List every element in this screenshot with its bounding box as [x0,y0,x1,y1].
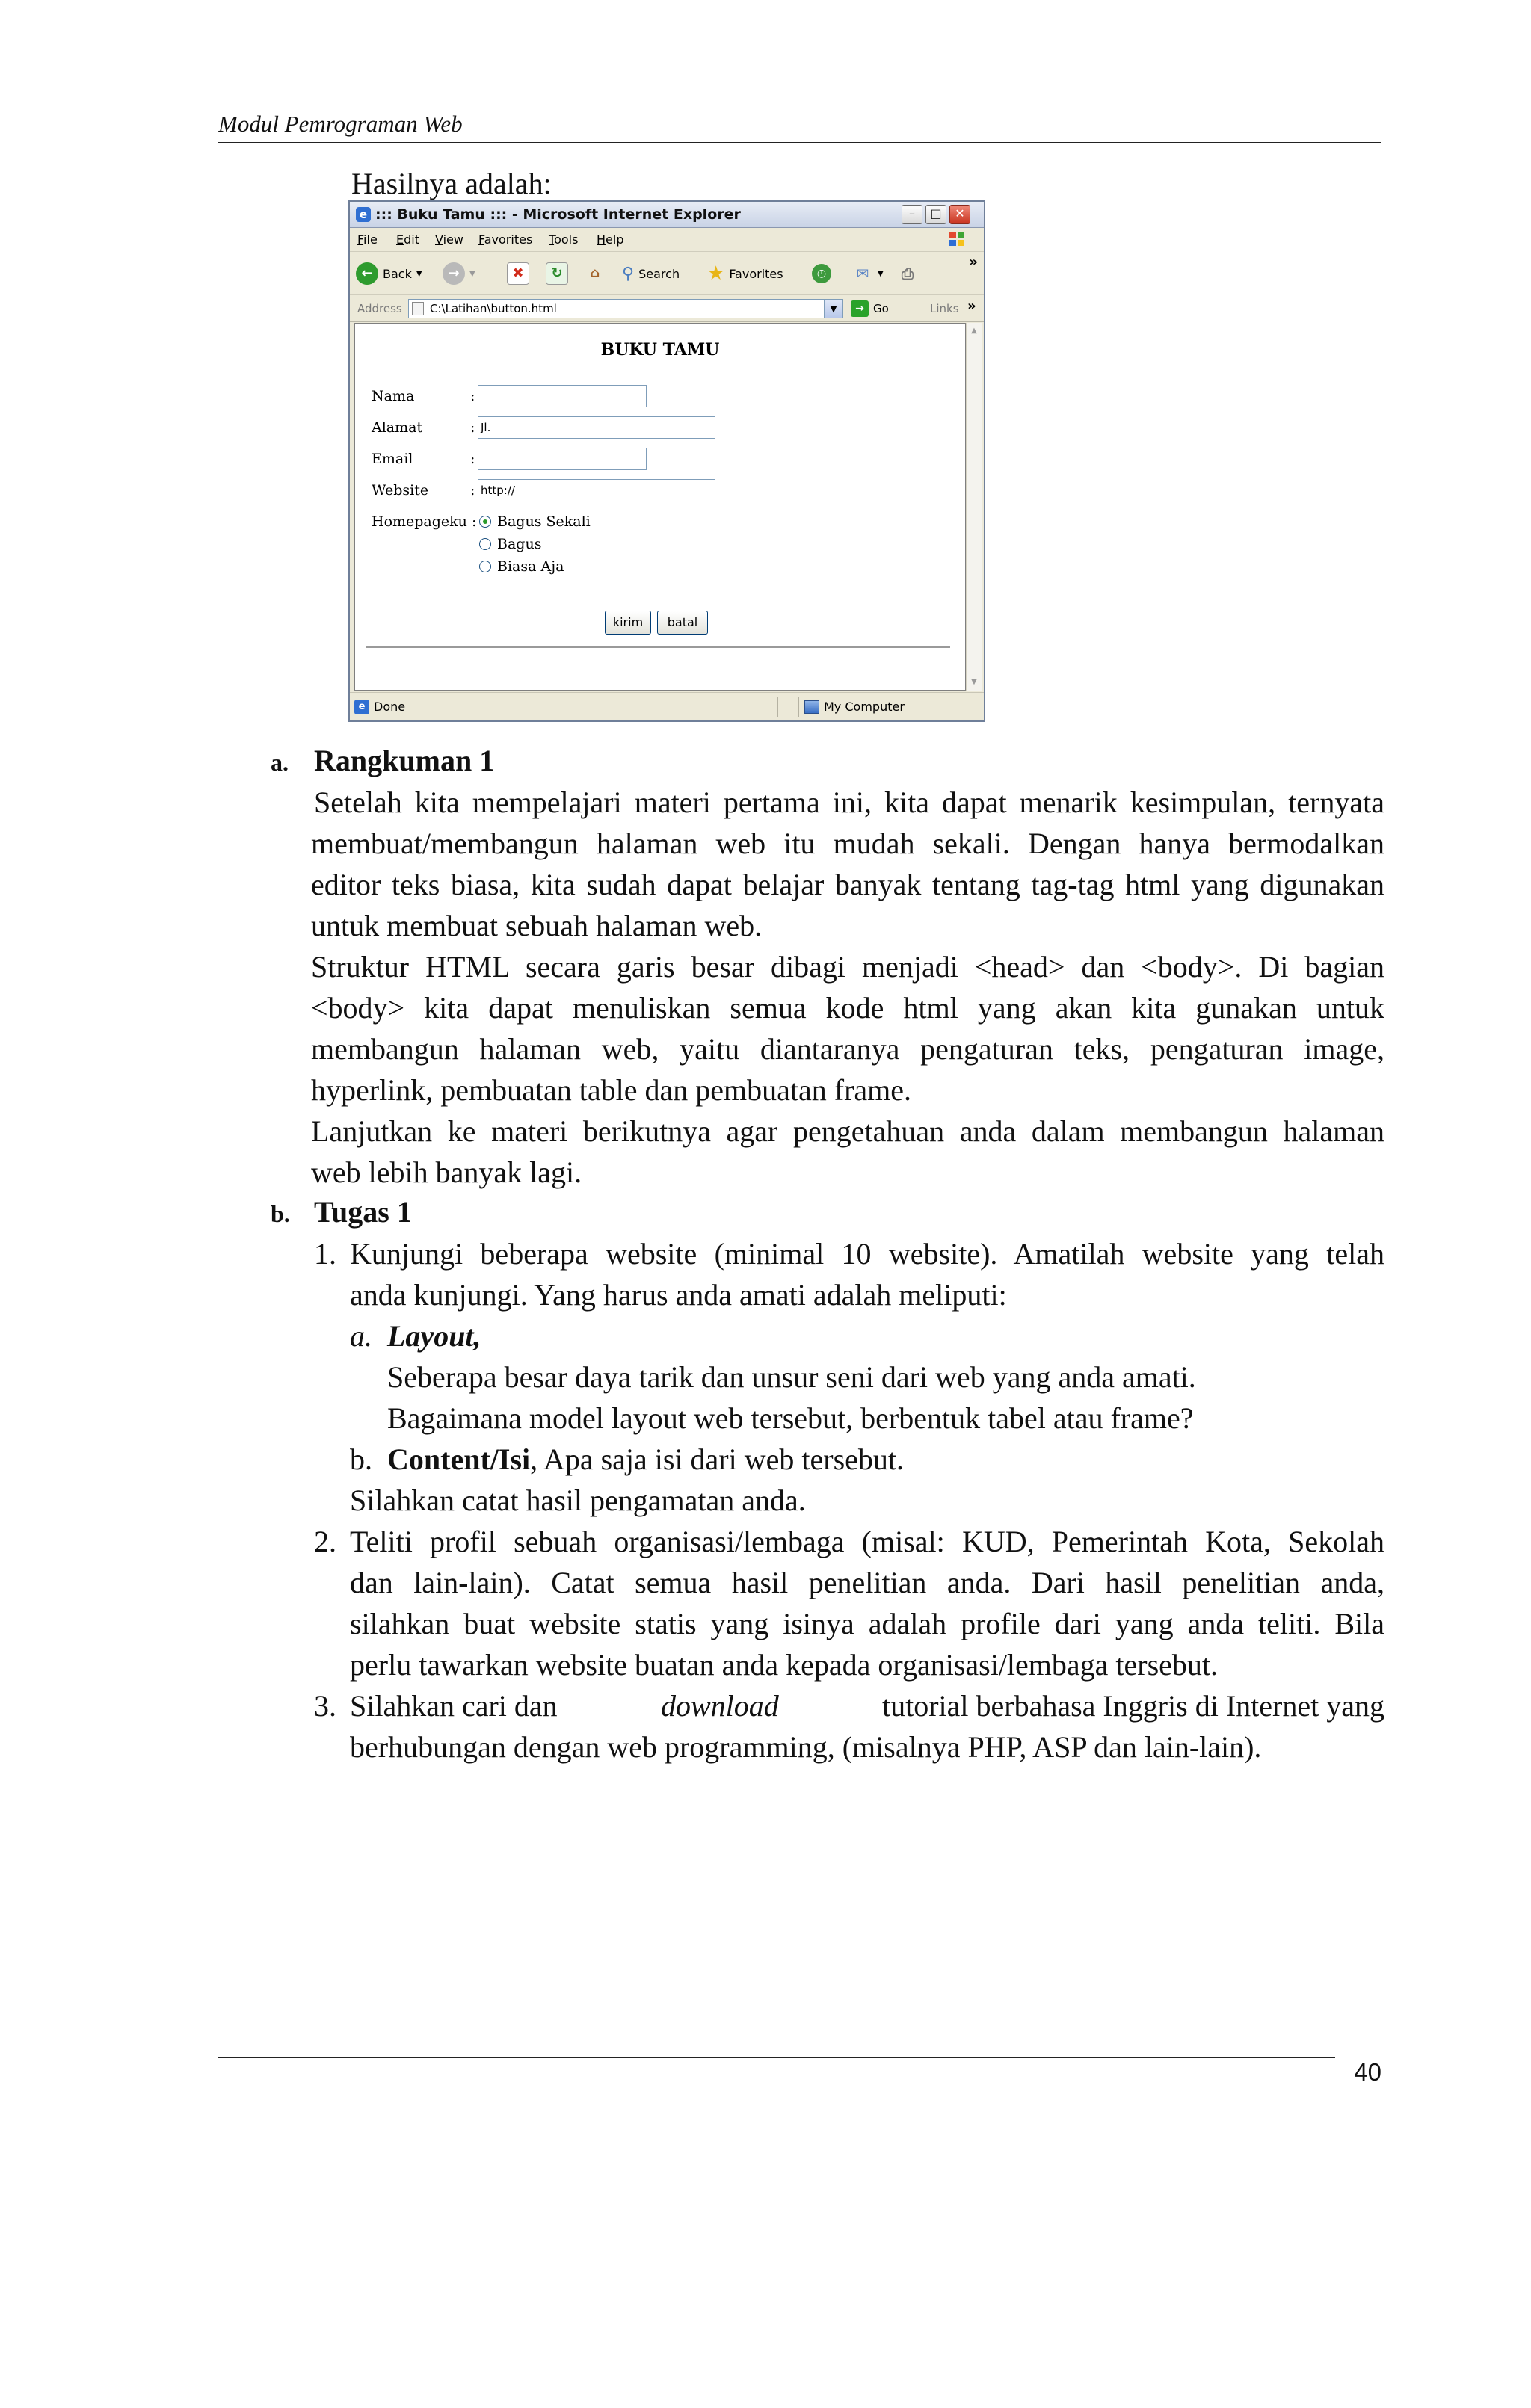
search-icon: ⚲ [622,264,635,283]
field-colon: : [470,419,475,436]
mail-button[interactable] [852,262,884,285]
history-icon: ◷ [812,264,831,283]
ie-icon: e [356,207,371,222]
menu-help[interactable]: Help [597,232,624,247]
back-label: Back [383,266,412,281]
security-zone [804,700,905,714]
forward-button[interactable] [443,262,475,285]
bullet-item [387,1401,1193,1436]
tugas-item-3-line [350,1688,1384,1724]
sub-item-content-text: , Apa saja isi dari web tersebut. [530,1442,905,1476]
stop-button[interactable] [507,262,529,285]
dropdown-arrow-icon: ▼ [878,269,884,278]
rangkuman-line: editor teks biasa, kita sudah dapat belajar banyak tentang tag-tag html yang digunakan [311,868,1384,901]
rangkuman-line: web lebih banyak lagi. [311,1155,582,1189]
stop-icon: ✖ [507,262,529,285]
tugas-item-1-line: anda kunjungi. Yang harus anda amati adalah meliputi: [350,1278,1007,1312]
address-bar [350,296,984,322]
sub-item-title-layout: Layout, [387,1319,481,1353]
menu-view[interactable]: View [435,232,463,247]
page-icon [412,302,424,315]
section-title-tugas: Tugas 1 [314,1195,412,1229]
bullet-text: Seberapa besar daya tarik dan unsur seni dari web yang anda amati. [387,1360,1196,1394]
tugas-item-2-line: perlu tawarkan website buatan anda kepada organisasi/lembaga tersebut. [350,1648,1219,1682]
rangkuman-line: Lanjutkan ke materi berikutnya agar pengetahuan anda dalam membangun halaman [311,1114,1384,1148]
rangkuman-line: membangun halaman web, yaitu diantaranya pengaturan teks, pengaturan image, [311,1032,1384,1066]
refresh-button[interactable] [546,262,568,285]
tugas-item-3-text: Silahkan cari dan [350,1689,558,1723]
scroll-down-icon[interactable]: ▼ [971,678,977,686]
vertical-scrollbar[interactable] [966,323,982,691]
batal-button[interactable]: batal [657,611,708,635]
tugas-item-3-text: tutorial berbahasa Inggris di Internet yang [881,1689,1384,1723]
zone-label: My Computer [824,700,905,714]
section-title-rangkuman: Rangkuman 1 [314,744,495,777]
favorites-label: Favorites [729,266,783,281]
menu-edit[interactable]: Edit [396,232,419,247]
list-number: 1. [314,1237,336,1271]
tugas-item-3-line: berhubungan dengan web programming, (misalnya PHP, ASP dan lain-lain). [350,1730,1262,1764]
rangkuman-line: membuat/membangun halaman web itu mudah sekali. Dengan hanya bermodalkan [311,827,1384,860]
maximize-button[interactable]: □ [925,205,946,224]
mail-icon: ✉ [856,265,869,283]
search-label: Search [638,266,680,281]
alamat-input[interactable]: Jl. [478,416,715,439]
sub-item-title-content: Content/Isi [387,1442,531,1476]
section-marker: a. [271,749,289,776]
list-number: 3. [314,1689,336,1723]
back-arrow-icon: ← [356,262,378,285]
status-separator [798,697,799,717]
rangkuman-line: untuk membuat sebuah halaman web. [311,909,763,942]
links-label[interactable]: Links [930,302,959,315]
field-label-alamat: Alamat [372,419,423,436]
forward-arrow-icon: → [443,262,465,285]
radio-option-bagus[interactable] [479,536,541,552]
menu-file[interactable]: File [357,232,378,247]
rangkuman-line: <body> kita dapat menuliskan semua kode html yang akan kita gunakan untuk [311,991,1384,1025]
address-value: C:\Latihan\button.html [430,302,557,315]
status-text: Done [374,700,406,714]
favorites-button[interactable] [707,262,783,285]
list-number: 2. [314,1525,336,1558]
toolbar-overflow-chevron-icon[interactable]: » [969,254,978,270]
radio-unchecked-icon [479,538,491,550]
address-input[interactable] [408,299,843,318]
dropdown-arrow-icon: ▼ [469,269,475,278]
nama-input[interactable] [478,385,647,407]
radio-option-biasa-aja[interactable] [479,558,564,575]
menu-favorites[interactable]: Favorites [478,232,533,247]
dropdown-arrow-icon: ▼ [416,269,422,278]
page-done-icon: e [354,700,369,714]
sub-item-marker: a. [350,1319,372,1353]
tugas-item-2-line: dan lain-lain). Catat semua hasil penelitian anda. Dari hasil penelitian anda, [350,1566,1384,1599]
history-button[interactable] [812,262,831,285]
close-button[interactable]: ✕ [949,205,970,224]
back-button[interactable] [356,262,422,285]
window-title: ::: Buku Tamu ::: - Microsoft Internet Explorer [375,206,741,223]
sub-item-content [387,1442,904,1478]
page-horizontal-rule [366,646,950,648]
tugas-item-2-line: silahkan buat website statis yang isinya adalah profile dari yang anda teliti. Bila [350,1607,1384,1640]
field-colon: : [470,451,475,467]
radio-option-label: Biasa Aja [497,558,564,575]
tugas-item-1-line: Kunjungi beberapa website (minimal 10 website). Amatilah website yang telah [350,1237,1384,1271]
menu-tools[interactable]: Tools [549,232,579,247]
refresh-icon: ↻ [546,262,568,285]
print-icon: ⎙ [902,265,914,283]
my-computer-icon [804,700,819,714]
tugas-item-1-closing: Silahkan catat hasil pengamatan anda. [350,1484,806,1517]
field-label-email: Email [372,451,413,467]
radio-option-label: Bagus [497,536,542,552]
radio-checked-icon [479,516,491,528]
go-label: Go [873,302,889,315]
running-header: Modul Pemrograman Web [218,111,463,137]
go-button[interactable] [851,300,889,317]
tugas-item-2-line: Teliti profil sebuah organisasi/lembaga (misal: KUD, Pemerintah Kota, Sekolah [350,1525,1384,1558]
browser-window-screenshot [348,200,985,722]
rangkuman-line: Struktur HTML secara garis besar dibagi menjadi <head> dan <body>. Di bagian [311,950,1384,984]
field-label-website: Website [372,482,429,498]
toolbar [350,253,984,295]
field-colon: : [470,482,475,498]
bullet-text: Bagaimana model layout web tersebut, berbentuk tabel atau frame? [387,1401,1194,1435]
title-bar [350,202,984,228]
field-label-nama: Nama [372,388,415,404]
radio-unchecked-icon [479,561,491,572]
footer-rule [218,2057,1335,2058]
section-marker: b. [271,1200,290,1227]
favorites-star-icon: ★ [707,262,725,285]
home-icon: ⌂ [590,265,600,281]
website-input[interactable]: http:// [478,479,715,501]
header-rule [218,142,1381,143]
sub-item-marker: b. [350,1442,372,1476]
status-bar [350,692,984,721]
page-viewport [354,323,966,691]
menu-bar [350,229,984,252]
search-button[interactable] [622,262,680,285]
tugas-item-3-emphasis: download [660,1689,779,1723]
address-label: Address [357,302,402,315]
links-chevron-icon[interactable]: » [967,298,976,314]
radio-group-label: Homepageku : [372,513,477,530]
radio-option-bagus-sekali[interactable] [479,513,591,530]
radio-option-label: Bagus Sekali [497,513,591,530]
windows-logo-icon [948,231,966,247]
bullet-item [387,1359,1196,1395]
rangkuman-line: hyperlink, pembuatan table dan pembuatan frame. [311,1073,912,1107]
page-number: 40 [1354,2058,1381,2086]
go-arrow-icon: → [851,300,869,317]
intro-text: Hasilnya adalah: [351,167,552,200]
scroll-up-icon[interactable]: ▲ [971,327,977,335]
rangkuman-line: Setelah kita mempelajari materi pertama ini, kita dapat menarik kesimpulan, ternyata [314,785,1384,819]
home-button[interactable] [585,262,606,285]
page-heading: BUKU TAMU [600,340,720,359]
status-separator [777,697,778,717]
kirim-button[interactable]: kirim [605,611,651,635]
minimize-button[interactable]: – [902,205,922,224]
address-dropdown-icon[interactable]: ▼ [824,300,842,318]
print-button[interactable] [897,262,918,285]
email-input[interactable] [478,448,647,470]
field-colon: : [470,388,475,404]
